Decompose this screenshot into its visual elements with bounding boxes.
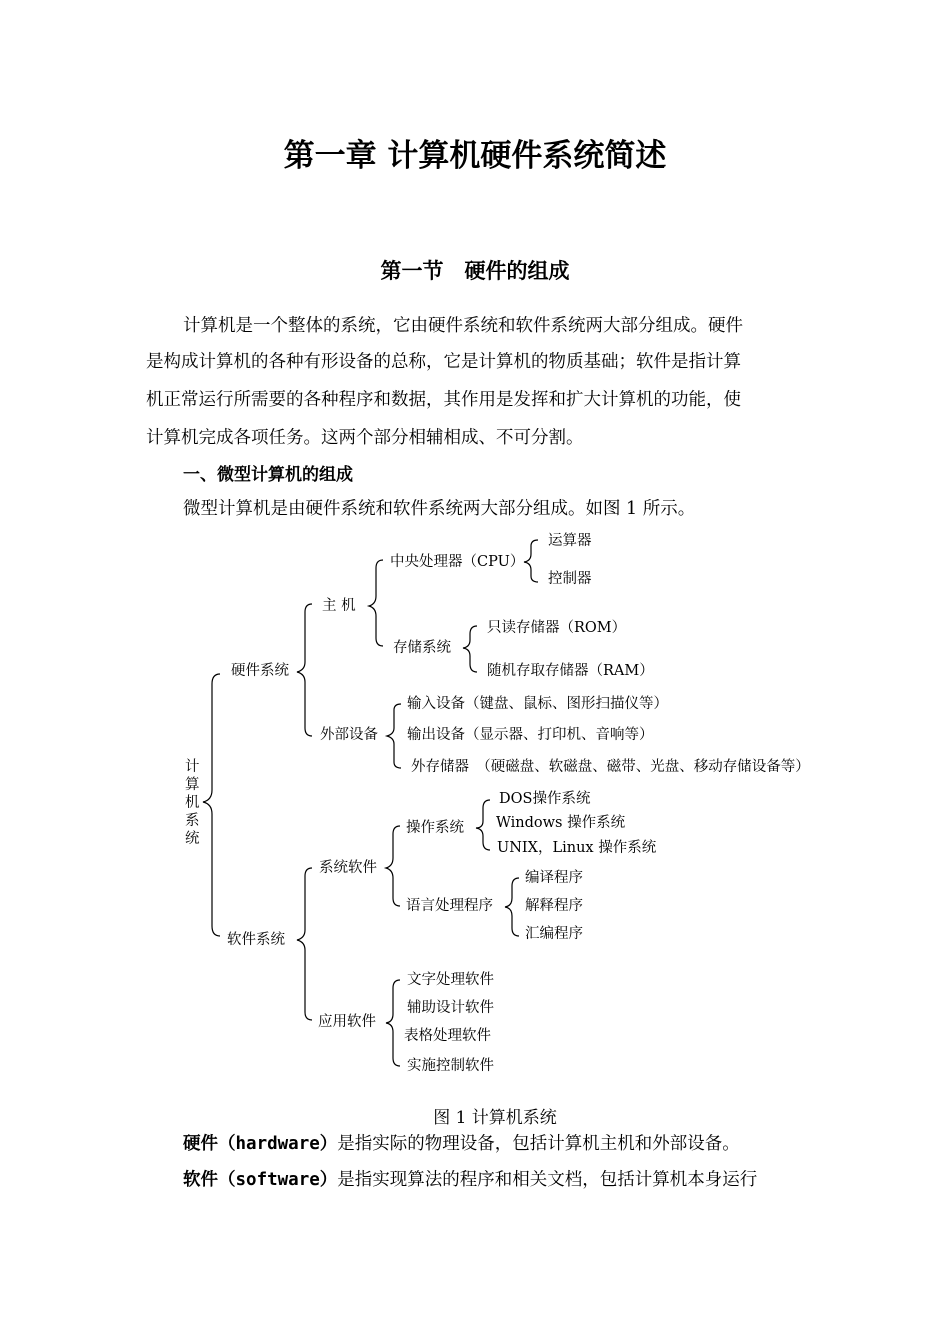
node-host: 主 机 (322, 598, 356, 614)
subheading-text: 微型计算机是由硬件系统和软件系统两大部分组成。如图 1 所示。 (183, 499, 696, 519)
software-term-close: ） (319, 1170, 338, 1190)
node-rom: 只读存储器（ROM） (487, 620, 627, 636)
software-term-en: software (235, 1170, 320, 1190)
node-assembler: 汇编程序 (525, 926, 583, 942)
node-windows: Windows 操作系统 (496, 815, 626, 831)
storage-brace (463, 626, 477, 672)
node-hardware: 硬件系统 (231, 663, 289, 679)
intro-line-2: 是构成计算机的各种有形设备的总称，它是计算机的物质基础；软件是指计算 (146, 352, 741, 372)
software-brace (297, 868, 312, 1020)
node-storage: 存储系统 (393, 640, 451, 656)
node-cad: 辅助设计软件 (407, 1000, 494, 1016)
figure-caption: 图 1 计算机系统 (433, 1108, 557, 1128)
node-system-software: 系统软件 (319, 860, 377, 876)
node-software: 软件系统 (227, 932, 285, 948)
node-alu: 运算器 (548, 533, 592, 549)
root-brace (203, 674, 220, 936)
node-os: 操作系统 (406, 820, 464, 836)
node-root: 计算机系统 (185, 759, 200, 847)
node-input: 输入设备（键盘、鼠标、图形扫描仪等） (407, 696, 668, 712)
software-term: 软件（ (183, 1170, 236, 1190)
application-brace (386, 980, 400, 1066)
section-title: 第一节 硬件的组成 (380, 259, 570, 283)
hardware-term-en: hardware (235, 1134, 320, 1154)
node-controller: 控制器 (548, 571, 592, 587)
host-brace (369, 560, 383, 646)
node-table: 表格处理软件 (404, 1028, 491, 1044)
node-compiler: 编译程序 (525, 870, 583, 886)
node-unix: UNIX，Linux 操作系统 (497, 840, 657, 856)
definition-software (183, 1166, 757, 1191)
os-brace (476, 800, 490, 850)
node-external-storage: 外存储器 （硬磁盘、软磁盘、磁带、光盘、移动存储设备等） (411, 759, 810, 775)
hardware-term: 硬件（ (183, 1134, 236, 1154)
peripherals-brace (387, 704, 401, 768)
node-peripherals: 外部设备 (320, 727, 378, 743)
node-ram: 随机存取存储器（RAM） (487, 663, 654, 679)
node-cpu: 中央处理器（CPU） (390, 554, 525, 570)
node-realtime: 实施控制软件 (407, 1058, 494, 1074)
software-definition-text: 是指实现算法的程序和相关文档，包括计算机本身运行 (337, 1170, 758, 1190)
intro-line-1: 计算机是一个整体的系统，它由硬件系统和软件系统两大部分组成。硬件 (183, 316, 743, 336)
lang-brace (505, 878, 519, 936)
node-interpreter: 解释程序 (525, 898, 583, 914)
definition-hardware (183, 1130, 740, 1155)
cpu-brace (524, 540, 538, 582)
node-output: 输出设备（显示器、打印机、音响等） (407, 727, 654, 743)
intro-line-4: 计算机完成各项任务。这两个部分相辅相成、不可分割。 (146, 428, 584, 448)
node-dos: DOS操作系统 (499, 791, 591, 807)
chapter-title: 第一章 计算机硬件系统简述 (283, 138, 667, 174)
system-software-brace (386, 826, 400, 906)
hardware-definition-text: 是指实际的物理设备，包括计算机主机和外部设备。 (337, 1134, 740, 1154)
node-word: 文字处理软件 (407, 972, 494, 988)
node-lang: 语言处理程序 (406, 898, 493, 914)
subheading: 一、微型计算机的组成 (183, 465, 353, 485)
hardware-brace (297, 604, 312, 736)
hardware-term-close: ） (319, 1134, 338, 1154)
node-application: 应用软件 (318, 1014, 376, 1030)
intro-line-3: 机正常运行所需要的各种程序和数据，其作用是发挥和扩大计算机的功能，使 (146, 390, 741, 410)
